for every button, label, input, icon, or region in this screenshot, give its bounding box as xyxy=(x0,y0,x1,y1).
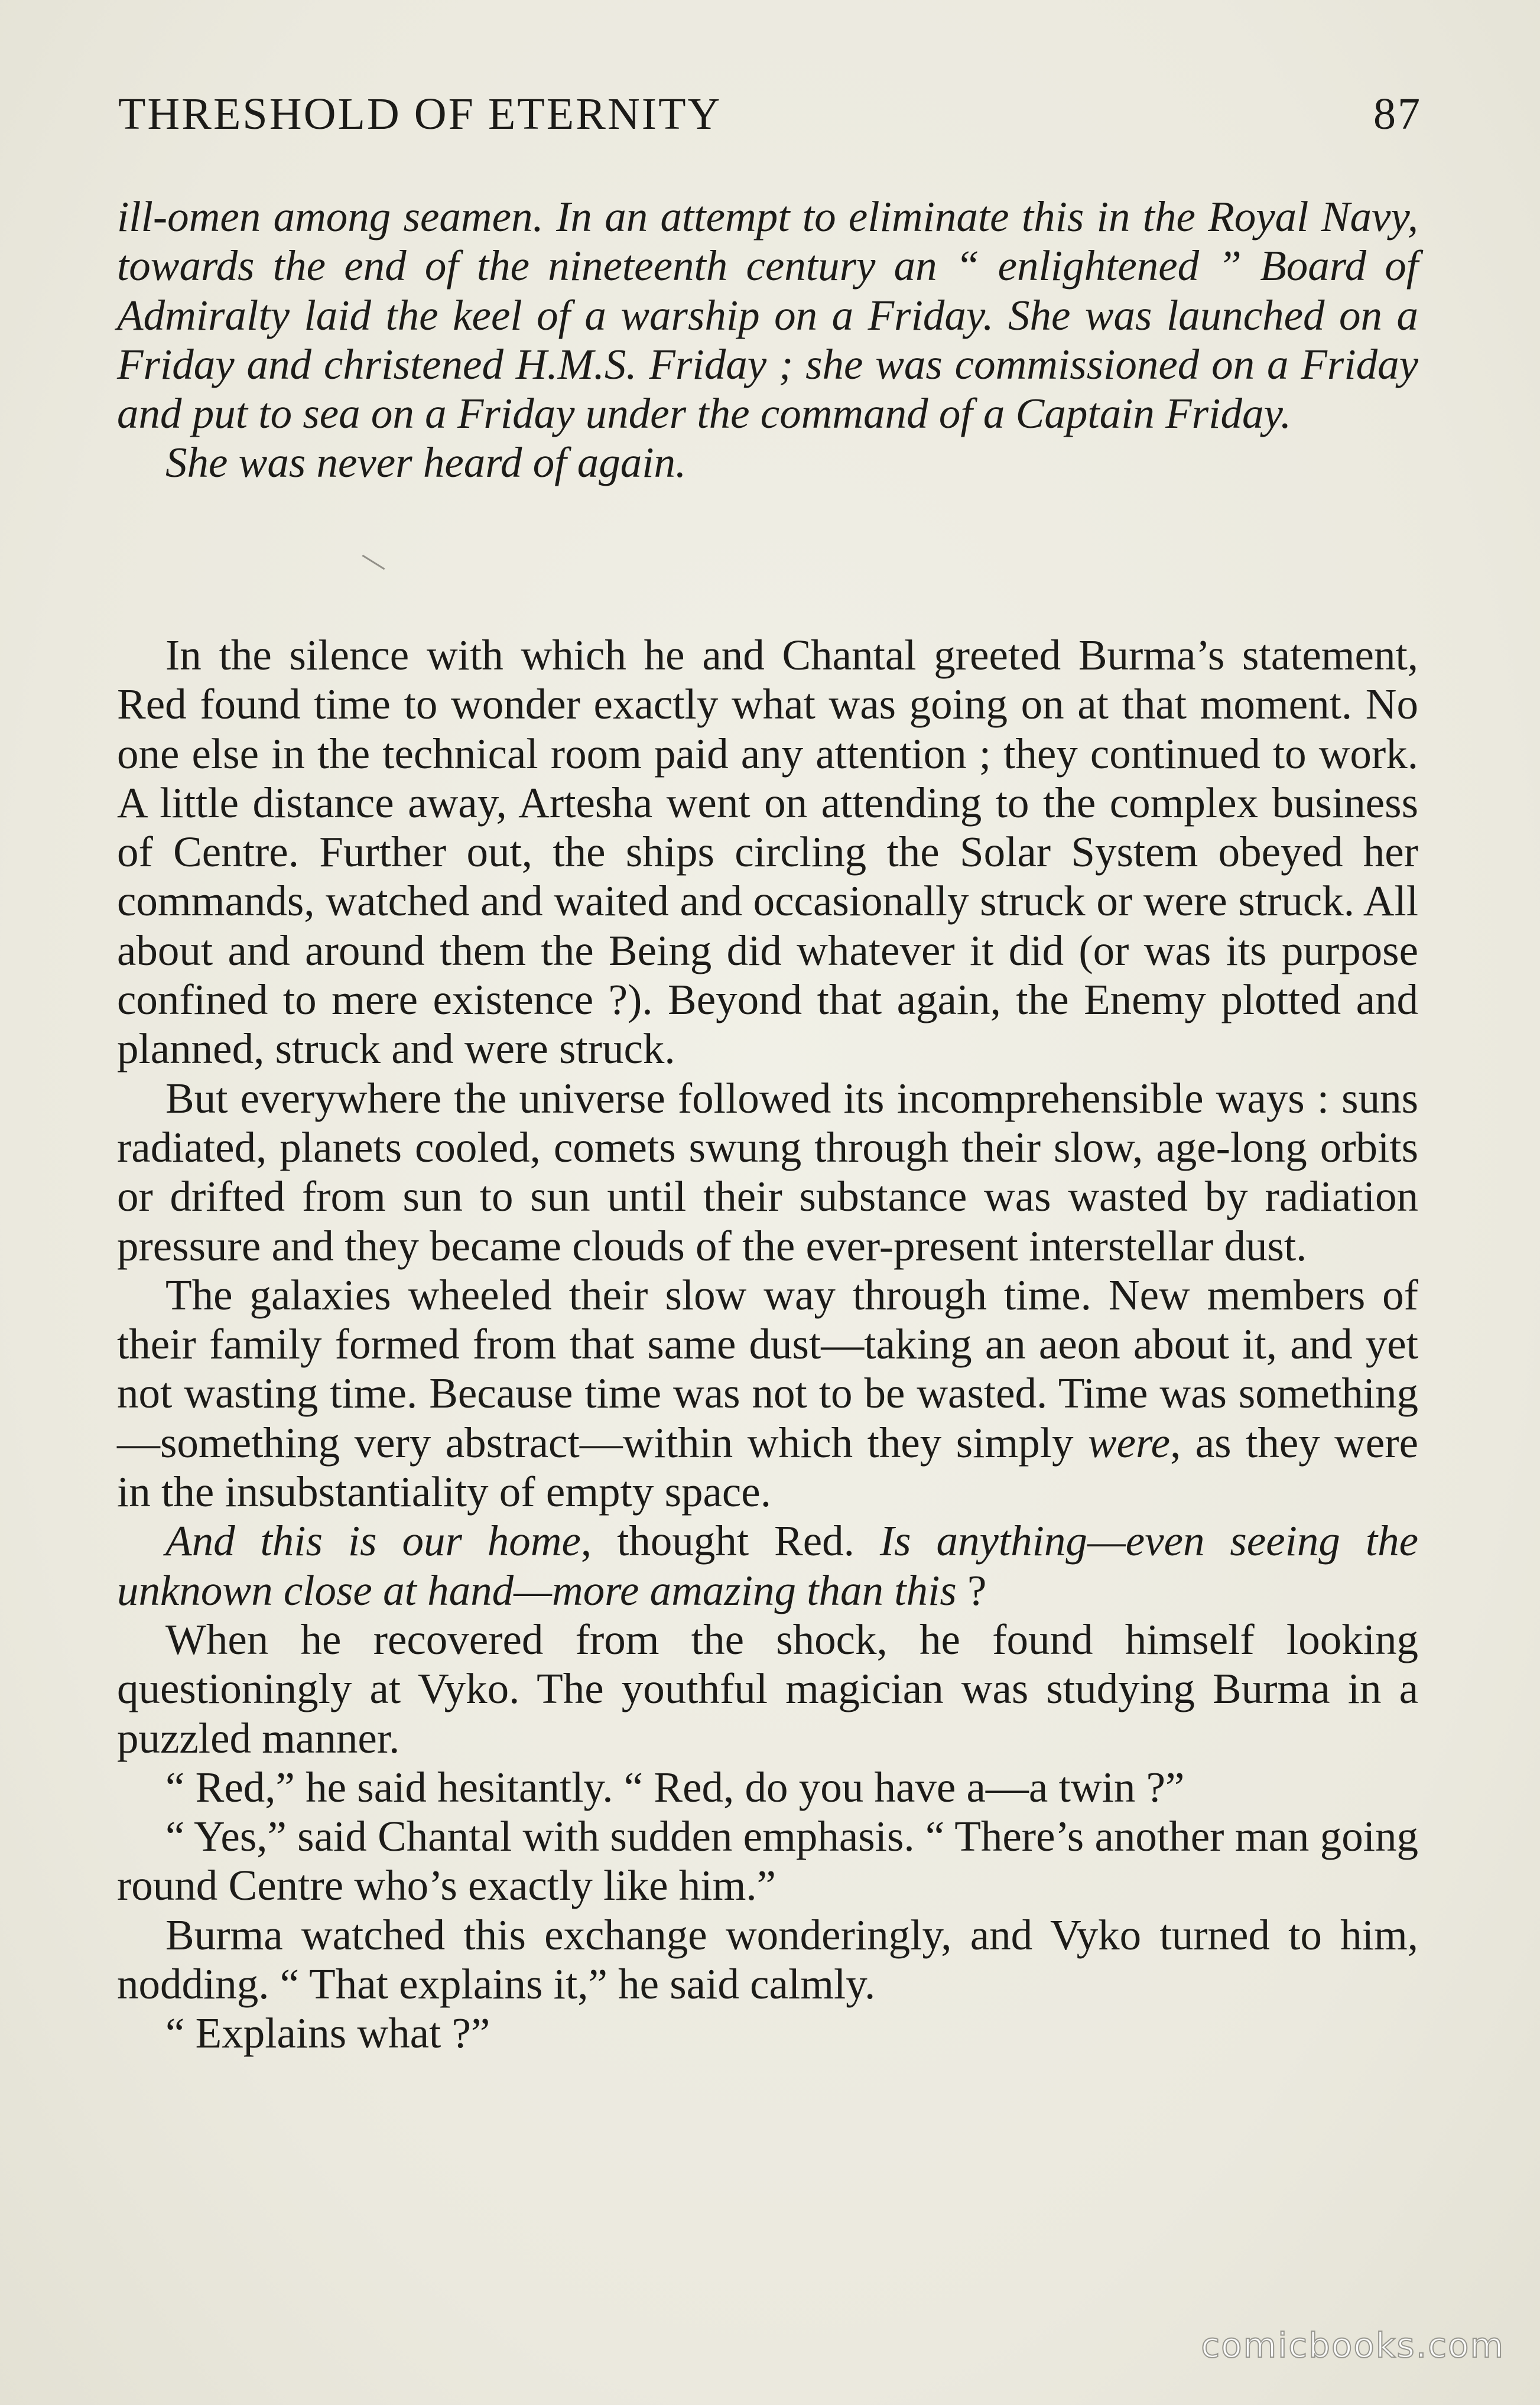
paragraph-3-emphasis: were xyxy=(1087,1418,1171,1467)
paragraph-9: “ Explains what ?” xyxy=(165,2009,490,2058)
page-number: 87 xyxy=(1373,89,1422,139)
stray-ink-mark xyxy=(362,555,385,570)
paragraph-3 xyxy=(117,1270,1418,1516)
paragraph-6: “ Red,” he said hesitantly. “ Red, do you have a—a twin ?” xyxy=(165,1763,1185,1811)
paragraph-4-emphasis-1: And this is our home xyxy=(165,1517,581,1565)
body-text xyxy=(117,630,1418,2058)
paragraph-4 xyxy=(117,1516,1418,1615)
paragraph-1: In the silence with which he and Chantal greeted Burma’s statement, Red found time to wonder exactly what was going on at that moment. No one else in the technical room paid any attention ; they continued to work. A little distance away, Artesha went on attending to the complex business of Centre. Further out, the ships circling the Solar System obeyed her commands, watched and waited and occasionally struck or were struck. All about and around them the Being did whatever it did (or was its purpose confined to mere existence ?). Beyond that again, the Enemy plotted and planned, struck and were struck. xyxy=(117,631,1418,1073)
paragraph-4-emphasis-2: Is anything—even seeing the unknown close at hand—more amazing than this xyxy=(117,1517,1419,1614)
italic-epigraph xyxy=(117,192,1418,488)
epigraph-paragraph: ill-omen among seamen. In an attempt to eliminate this in the Royal Navy, towards the end of the nineteenth century an “ enlightened ” Board of Admiralty laid the keel of a warship on a Friday. She was launched on a Friday and christened H.M.S. Friday ; she was commissioned on a Friday and put to sea on a Friday under the command of a Captain Friday. xyxy=(117,193,1418,438)
paragraph-5: When he recovered from the shock, he found himself looking questioningly at Vyko. The youthful magician was studying Burma in a puzzled manner. xyxy=(117,1615,1418,1762)
paragraph-4-end: ? xyxy=(956,1566,987,1614)
paragraph-3-text-a: The galaxies wheeled their slow way through time. New members of their family formed from that same dust—taking an aeon about it, and yet not wasting time. Because time was not to be wasted. Time was something—something very abstract—within which they simply xyxy=(117,1270,1418,1467)
paragraph-8: Burma watched this exchange wonderingly, and Vyko turned to him, nodding. “ That explains it,” he said calmly. xyxy=(117,1910,1418,2008)
epigraph-closing-line: She was never heard of again. xyxy=(165,438,687,487)
paragraph-2: But everywhere the universe followed its incomprehensible ways : suns radiated, planets cooled, comets swung through their slow, age-long orbits or drifted from sun to sun until their substance was wasted by radiation pressure and they became clouds of the ever-present interstellar dust. xyxy=(117,1074,1418,1270)
paragraph-7: “ Yes,” said Chantal with sudden emphasis. “ There’s another man going round Centre who’s exactly like him.” xyxy=(117,1812,1418,1910)
book-title: THRESHOLD OF ETERNITY xyxy=(118,89,722,139)
running-head xyxy=(118,89,1422,148)
paragraph-3-text-b: , as they were in the insubstantiality of empty space. xyxy=(117,1418,1418,1516)
watermark: comicbooks.com xyxy=(1201,2325,1505,2365)
paragraph-4-text: , thought Red. xyxy=(580,1517,880,1565)
